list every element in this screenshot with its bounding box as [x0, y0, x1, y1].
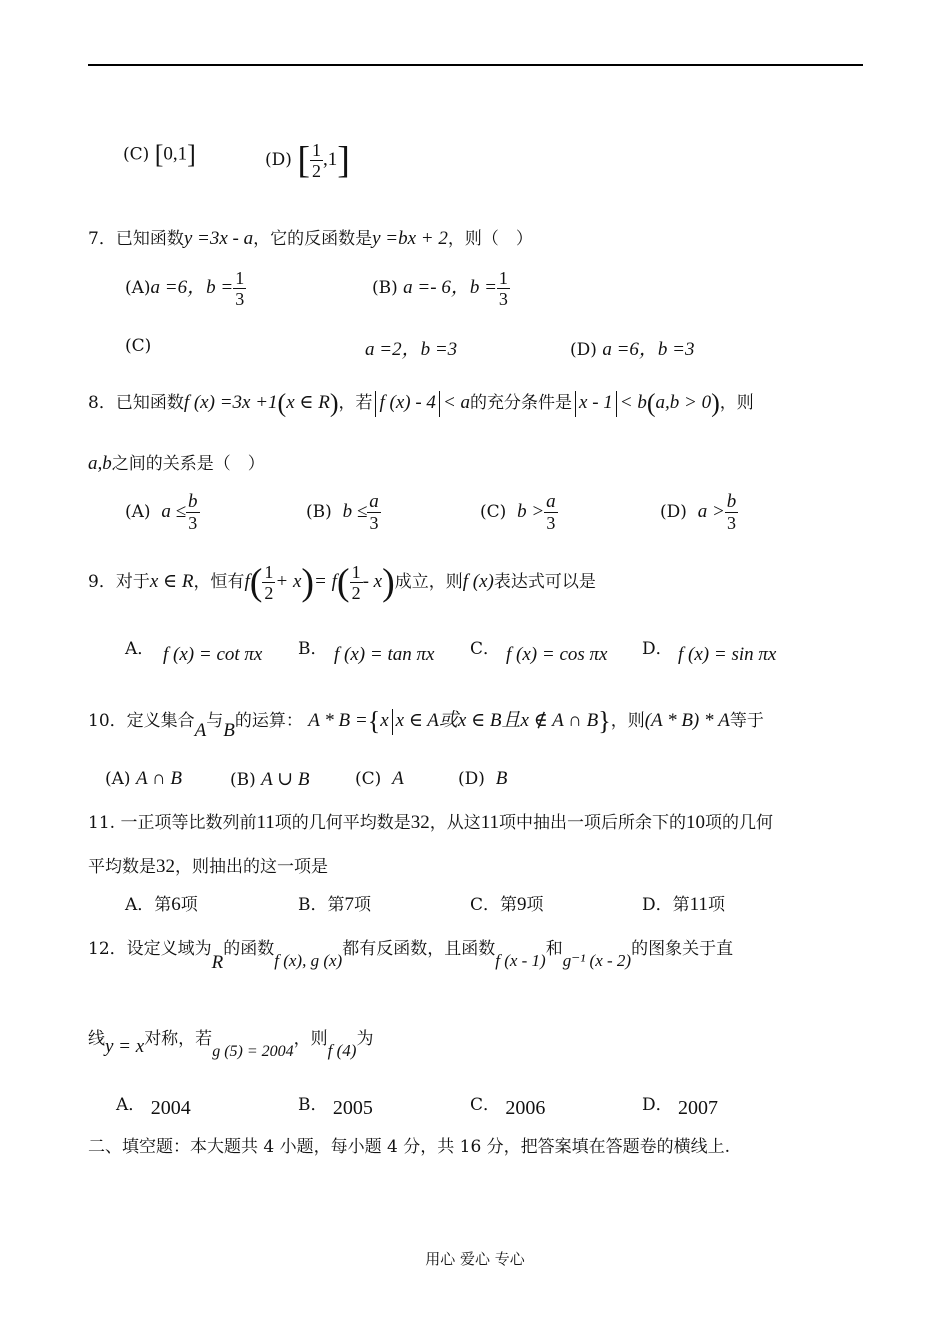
q7-option-c: (C) — [125, 336, 152, 356]
q12-option-c: C． 2006 — [470, 1095, 546, 1119]
q8-option-c: (C) b > $\frac{a}{3}$ — [480, 491, 556, 533]
fraction: $\frac{a}{3}$ — [369, 491, 379, 533]
q9-option-b-value: f (x) = tan πx — [334, 644, 435, 665]
q10-option-a: (A) A ∩ B — [105, 768, 183, 789]
q6-option-d: (D) [ $\frac{1}{2}$ ,1] — [265, 139, 350, 182]
fraction: $\frac{b}{3}$ — [726, 491, 737, 533]
q7-option-c-value: a =2，b =3 — [365, 339, 458, 360]
question-10: 10．定义集合A与B的运算： A * B ={x x ∈ A或x ∈ B且x ∉ A ∩ B}，则(A * B) * A等于 — [88, 706, 764, 741]
fraction: $\frac{1}{3}$ — [498, 268, 508, 309]
q9-option-c: C． — [470, 639, 501, 659]
q8-option-b: (B) b ≤ $\frac{a}{3}$ — [306, 491, 379, 533]
fraction: $\frac{1}{2}$ — [264, 562, 274, 603]
question-12-line2: 线y = x对称，若g (5) = 2004，则f (4)为 — [88, 1029, 374, 1060]
question-7: 7．已知函数y =3x - a，它的反函数是y =bx + 2，则（ ） — [88, 228, 533, 249]
q10-option-b: (B) A ∪ B — [230, 769, 310, 790]
q11-option-d: D．第11项 — [642, 894, 725, 915]
q9-option-a: A． — [125, 639, 155, 659]
q7-option-d: (D) a =6，b =3 — [570, 339, 695, 360]
q9-option-b: B． — [298, 639, 328, 659]
q11-option-b: B．第7项 — [298, 894, 371, 915]
q7-option-a: (A)a =6，b = $\frac{1}{3}$ — [125, 268, 245, 309]
q11-option-c: C．第9项 — [470, 894, 544, 915]
section-2-heading: 二、填空题：本大题共 4 小题，每小题 4 分，共 16 分，把答案填在答题卷的横线上. — [88, 1137, 731, 1157]
q8-option-a: (A) a ≤ $\frac{b}{3}$ — [125, 491, 198, 533]
question-11-line2: 平均数是32，则抽出的这一项是 — [88, 856, 328, 877]
q12-option-b: B． 2005 — [298, 1095, 373, 1119]
question-9: 9．对于x ∈ R，恒有f( $\frac{1}{2}$ + x)= f( $\frac{1}{2}$ - x)成立，则f (x)表达式可以是 — [88, 561, 596, 604]
q6-option-c: (C) [0,1] — [123, 140, 196, 169]
q11-option-a: A．第6项 — [125, 894, 198, 915]
q12-option-d: D． 2007 — [642, 1095, 719, 1119]
question-11: 11. 一正项等比数列前11项的几何平均数是32，从这11项中抽出一项后所余下的10项的几何 — [88, 812, 774, 833]
question-8: 8．已知函数f (x) =3x +1(x ∈ R)，若 f (x) - 4 < a的充分条件是 x - 1 < b(a,b > 0)，则 — [88, 388, 754, 418]
fraction: $\frac{1}{2}$ — [351, 562, 361, 603]
question-8-line2: a,b之间的关系是（ ） — [88, 453, 265, 474]
fraction: $\frac{1}{2}$ — [311, 140, 321, 181]
header-rule — [88, 64, 863, 66]
q9-option-a-value: f (x) = cot πx — [163, 644, 263, 665]
page-footer: 用心 爱心 专心 — [425, 1250, 525, 1268]
q10-option-c: (C) A — [355, 768, 404, 789]
fraction: $\frac{a}{3}$ — [546, 491, 556, 533]
q9-option-d-value: f (x) = sin πx — [678, 644, 777, 665]
q9-option-d: D． — [642, 639, 673, 659]
fraction: $\frac{b}{3}$ — [188, 491, 198, 533]
fraction: $\frac{1}{3}$ — [235, 268, 245, 309]
q12-option-a: A． 2004 — [116, 1095, 191, 1119]
q9-option-c-value: f (x) = cos πx — [506, 644, 608, 665]
question-12: 12．设定义域为R的函数f (x), g (x)都有反函数，且函数f (x - 1)和g⁻¹ (x - 2)的图象关于直 — [88, 939, 734, 973]
q7-option-b: (B) a =- 6，b = $\frac{1}{3}$ — [372, 268, 508, 309]
q8-option-d: (D) a > $\frac{b}{3}$ — [660, 491, 737, 533]
q10-option-d: (D) B — [458, 768, 508, 789]
